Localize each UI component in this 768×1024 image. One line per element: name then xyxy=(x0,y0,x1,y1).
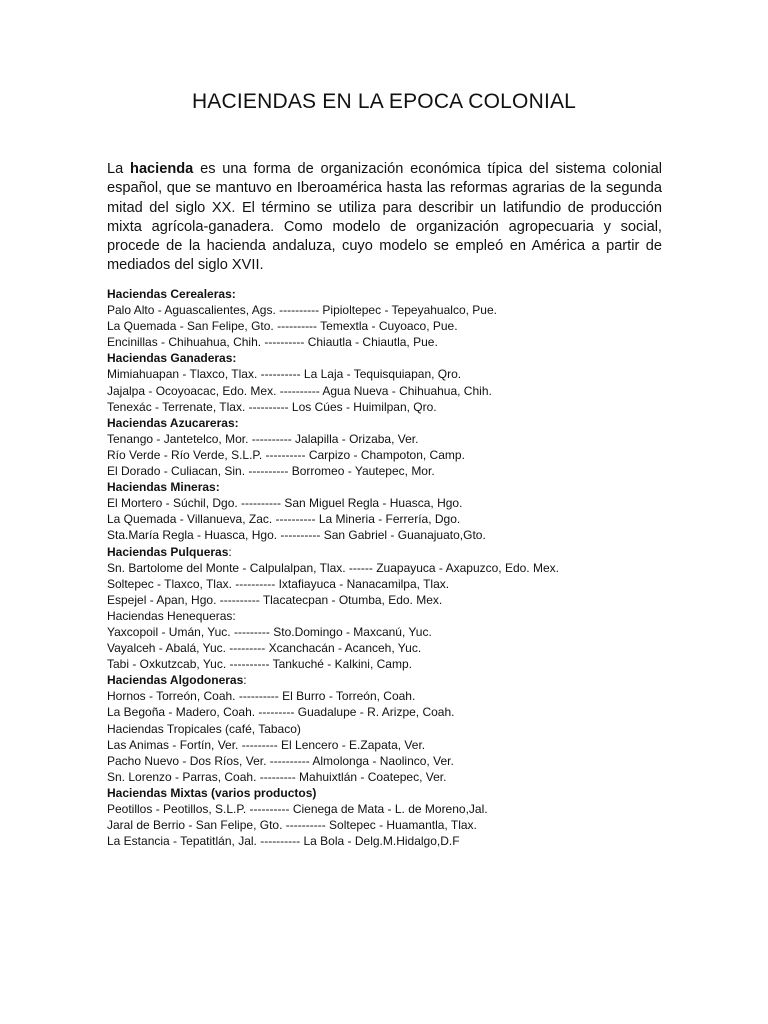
section-heading-text: Haciendas Azucareras: xyxy=(107,415,239,430)
section-heading-suffix: : xyxy=(243,673,247,688)
section-heading-suffix: : xyxy=(228,544,232,559)
section-heading-text: Haciendas Pulqueras xyxy=(107,544,229,559)
section-heading-text: Haciendas Mineras: xyxy=(107,480,220,495)
section-heading-text: Haciendas Cerealeras: xyxy=(107,287,236,301)
hacienda-entry: Espejel - Apan, Hgo. ---------- Tlacatecpan - Otumba, Edo. Mex. xyxy=(107,592,443,607)
hacienda-entry: El Mortero - Súchil, Dgo. ---------- San Miguel Regla - Huasca, Hgo. xyxy=(107,496,463,511)
hacienda-entry: Jajalpa - Ocoyoacac, Edo. Mex. ---------- Agua Nueva - Chihuahua, Chih. xyxy=(107,383,492,398)
intro-rest: es una forma de organización económica típica del sistema colonial español, que se mantuvo en Iberoamérica hasta las reformas agrarias de la segunda mitad del siglo XX. El término se utiliza para describir un latifundio de producción mixta agrícola-ganadera. Como modelo de organización agropecuaria y social, procede de la hacienda andaluza, cuyo modelo se empleó en América a partir de mediados del siglo XVII. xyxy=(107,161,662,274)
section-heading-text: Haciendas Mixtas (varios productos) xyxy=(107,785,317,800)
hacienda-entry: Sta.María Regla - Huasca, Hgo. ---------- San Gabriel - Guanajuato,Gto. xyxy=(107,528,486,543)
hacienda-entry: Las Animas - Fortín, Ver. --------- El Lencero - E.Zapata, Ver. xyxy=(107,737,426,752)
intro-paragraph xyxy=(107,160,662,276)
section-heading xyxy=(107,608,707,624)
section-heading xyxy=(107,479,707,495)
hacienda-entry: Tenango - Jantetelco, Mor. ---------- Jalapilla - Orizaba, Ver. xyxy=(107,431,419,446)
hacienda-entry: La Quemada - Villanueva, Zac. ---------- La Mineria - Ferrería, Dgo. xyxy=(107,512,461,527)
hacienda-list xyxy=(107,286,707,849)
hacienda-entry: Sn. Bartolome del Monte - Calpulalpan, Tlax. ------ Zuapayuca - Axapuzco, Edo. Mex. xyxy=(107,560,559,575)
section-heading-text: Haciendas Henequeras: xyxy=(107,608,236,623)
hacienda-entry: Peotillos - Peotillos, S.L.P. ---------- Cienega de Mata - L. de Moreno,Jal. xyxy=(107,802,488,816)
hacienda-entry: Hornos - Torreón, Coah. ---------- El Burro - Torreón, Coah. xyxy=(107,689,416,704)
section-heading xyxy=(107,415,707,431)
hacienda-entry: La Quemada - San Felipe, Gto. ---------- Temextla - Cuyoaco, Pue. xyxy=(107,319,458,334)
section-heading xyxy=(107,721,707,737)
intro-prefix: La xyxy=(107,161,131,177)
section-heading xyxy=(107,350,707,366)
hacienda-entry: Yaxcopoil - Umán, Yuc. --------- Sto.Domingo - Maxcanú, Yuc. xyxy=(107,624,432,639)
hacienda-entry: La Estancia - Tepatitlán, Jal. ---------- La Bola - Delg.M.Hidalgo,D.F xyxy=(107,834,460,849)
hacienda-entry: Río Verde - Río Verde, S.L.P. ---------- Carpizo - Champoton, Camp. xyxy=(107,447,465,462)
hacienda-entry: Tabi - Oxkutzcab, Yuc. ---------- Tankuché - Kalkini, Camp. xyxy=(107,657,412,672)
hacienda-entry: Palo Alto - Aguascalientes, Ags. ---------- Pipioltepec - Tepeyahualco, Pue. xyxy=(107,303,497,318)
hacienda-entry: Tenexác - Terrenate, Tlax. ---------- Los Cúes - Huimilpan, Qro. xyxy=(107,399,437,414)
document-title: HACIENDAS EN LA EPOCA COLONIAL xyxy=(191,90,577,113)
hacienda-entry: Soltepec - Tlaxco, Tlax. ---------- Ixtafiayuca - Nanacamilpa, Tlax. xyxy=(107,576,450,591)
section-heading xyxy=(107,286,707,302)
hacienda-entry: Pacho Nuevo - Dos Ríos, Ver. ---------- Almolonga - Naolinco, Ver. xyxy=(107,753,454,768)
section-heading xyxy=(107,672,707,688)
hacienda-entry: Mimiahuapan - Tlaxco, Tlax. ---------- La Laja - Tequisquiapan, Qro. xyxy=(107,367,462,382)
hacienda-entry: Jaral de Berrio - San Felipe, Gto. ---------- Soltepec - Huamantla, Tlax. xyxy=(107,818,477,833)
section-heading xyxy=(107,544,707,560)
intro-bold-word: hacienda xyxy=(130,161,194,177)
hacienda-entry: Encinillas - Chihuahua, Chih. ---------- Chiautla - Chiautla, Pue. xyxy=(107,335,438,350)
hacienda-entry: El Dorado - Culiacan, Sin. ---------- Borromeo - Yautepec, Mor. xyxy=(107,464,435,479)
section-heading-text: Haciendas Ganaderas: xyxy=(107,351,237,366)
section-heading xyxy=(107,785,707,801)
hacienda-entry: Sn. Lorenzo - Parras, Coah. --------- Mahuixtlán - Coatepec, Ver. xyxy=(107,769,447,784)
section-heading-text: Haciendas Tropicales (café, Tabaco) xyxy=(107,721,301,736)
section-heading-text: Haciendas Algodoneras xyxy=(107,673,244,688)
hacienda-entry: Vayalceh - Abalá, Yuc. --------- Xcanchacán - Acanceh, Yuc. xyxy=(107,641,422,656)
hacienda-entry: La Begoña - Madero, Coah. --------- Guadalupe - R. Arizpe, Coah. xyxy=(107,705,455,720)
